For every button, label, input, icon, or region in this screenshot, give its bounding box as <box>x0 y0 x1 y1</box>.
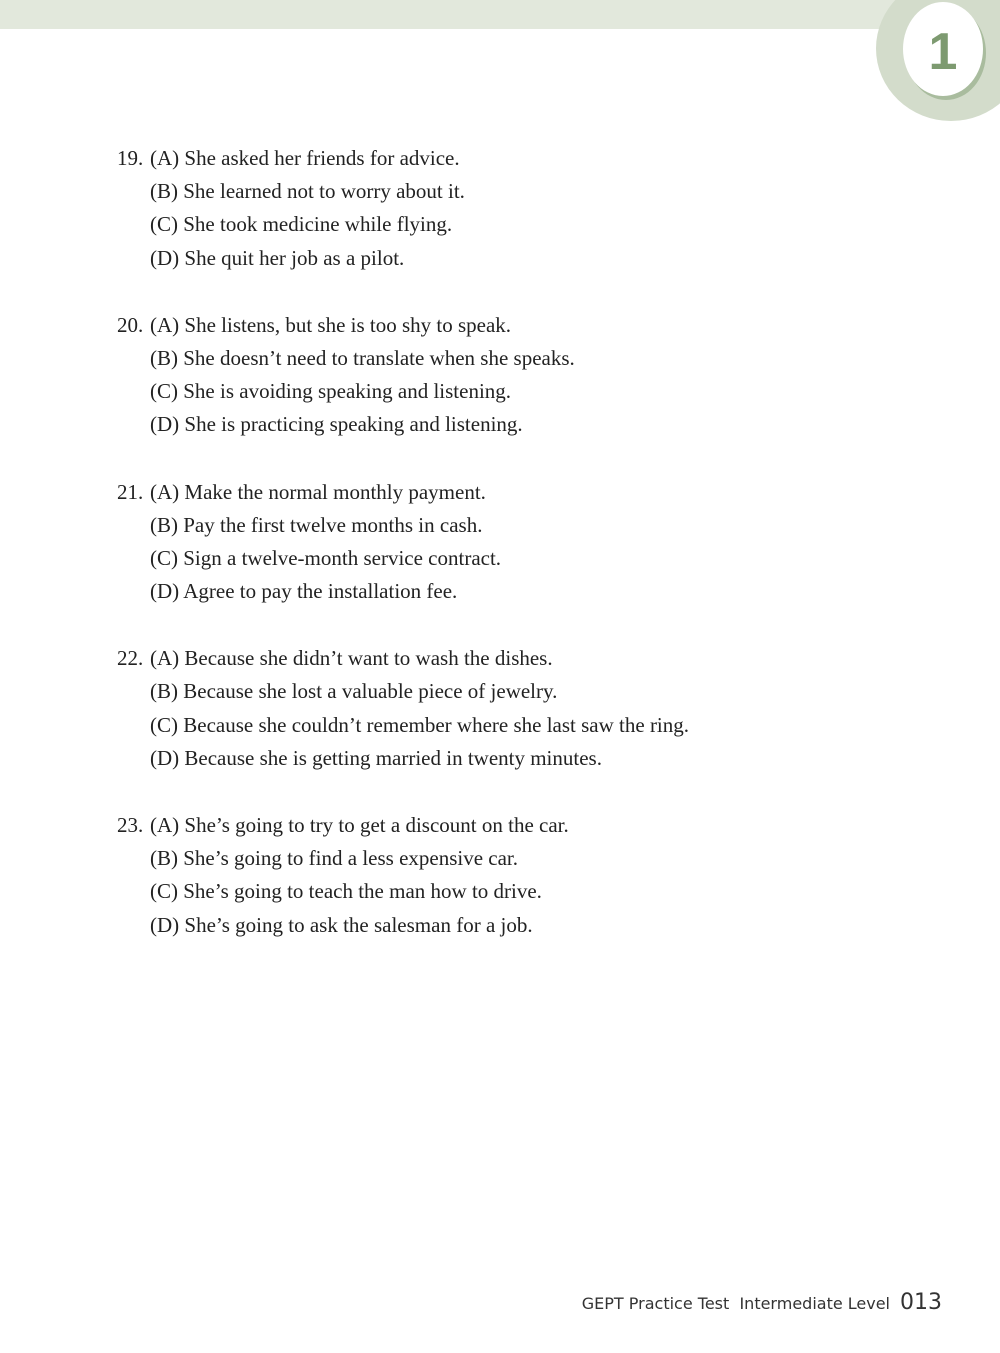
option-c <box>117 542 897 575</box>
option-a <box>117 809 897 842</box>
option-text: (C) Sign a twelve-month service contract. <box>150 545 502 570</box>
option-d <box>117 242 897 275</box>
question-20 <box>117 309 897 442</box>
option-text: (C) She took medicine while flying. <box>150 212 453 237</box>
question-number: 23. <box>117 813 144 837</box>
option-text: (D) Because she is getting married in twenty minutes. <box>150 745 602 770</box>
option-c <box>117 709 897 742</box>
option-d <box>117 575 897 608</box>
option-text: (B) Pay the first twelve months in cash. <box>150 512 483 537</box>
option-d <box>117 742 897 775</box>
footer-title: GEPT Practice Test Intermediate Level <box>581 1294 890 1313</box>
option-a <box>117 142 897 175</box>
option-text: (D) She quit her job as a pilot. <box>150 245 405 270</box>
option-b <box>117 342 897 375</box>
page-number: 013 <box>900 1290 942 1315</box>
option-text: (C) Because she couldn’t remember where she last saw the ring. <box>150 712 690 737</box>
option-text: (A) She’s going to try to get a discount on the car. <box>150 813 569 837</box>
top-header-band <box>0 0 1000 29</box>
option-a <box>117 642 897 675</box>
option-text: (B) She’s going to find a less expensive car. <box>150 846 519 871</box>
option-text: (D) Agree to pay the installation fee. <box>150 579 458 604</box>
question-19 <box>117 142 897 275</box>
option-text: (B) Because she lost a valuable piece of jewelry. <box>150 679 558 704</box>
option-text: (A) Make the normal monthly payment. <box>150 479 486 504</box>
option-a <box>117 476 897 509</box>
page-footer <box>582 1290 942 1315</box>
question-21 <box>117 476 897 609</box>
option-text: (B) She doesn’t need to translate when she speaks. <box>150 345 575 370</box>
option-c <box>117 375 897 408</box>
option-text: (C) She’s going to teach the man how to drive. <box>150 879 542 904</box>
option-text: (A) Because she didn’t want to wash the dishes. <box>150 646 553 671</box>
option-d <box>117 408 897 441</box>
option-text: (D) She is practicing speaking and listening. <box>150 412 523 437</box>
question-23 <box>117 809 897 942</box>
question-list <box>117 142 897 976</box>
option-b <box>117 675 897 708</box>
option-c <box>117 208 897 241</box>
option-text: (D) She’s going to ask the salesman for a job. <box>150 912 533 937</box>
option-text: (B) She learned not to worry about it. <box>150 179 465 204</box>
option-b <box>117 509 897 542</box>
option-d <box>117 909 897 942</box>
option-text: (A) She listens, but she is too shy to speak. <box>150 312 512 337</box>
option-b <box>117 842 897 875</box>
option-text: (C) She is avoiding speaking and listening. <box>150 379 512 404</box>
unit-number: 1 <box>928 23 958 81</box>
question-number: 19. <box>117 146 144 170</box>
question-22 <box>117 642 897 775</box>
question-number: 22. <box>117 646 144 671</box>
question-number: 21. <box>117 479 144 504</box>
option-b <box>117 175 897 208</box>
option-c <box>117 875 897 908</box>
option-text: (A) She asked her friends for advice. <box>150 146 460 170</box>
option-a <box>117 309 897 342</box>
question-number: 20. <box>117 312 144 337</box>
